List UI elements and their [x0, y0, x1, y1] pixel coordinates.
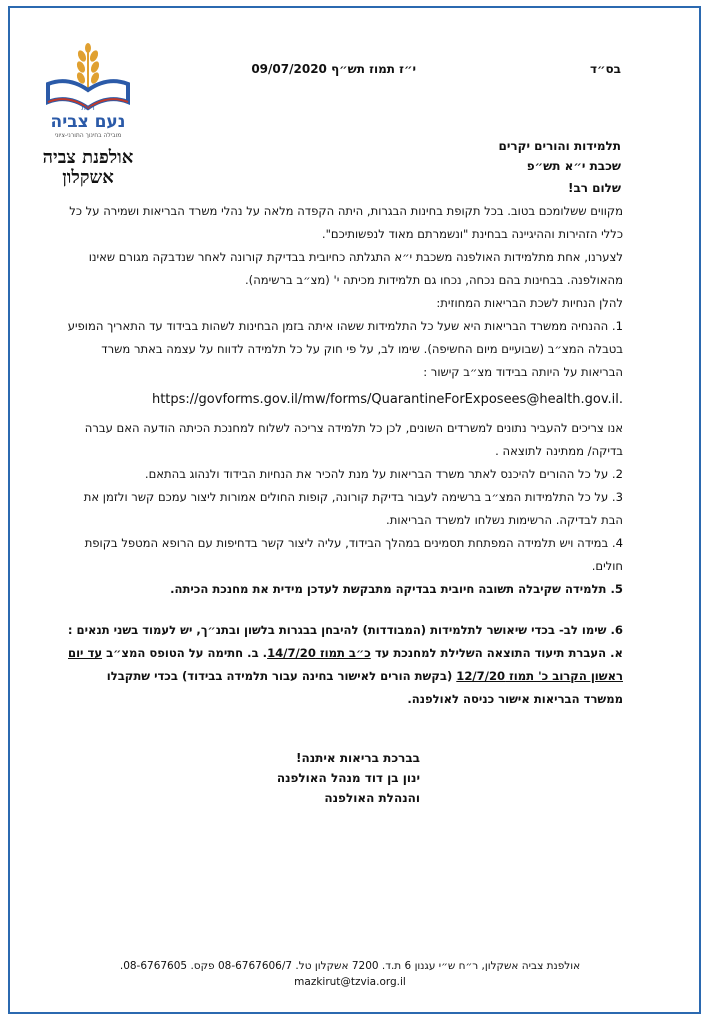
signature-management: והנהלת האולפנה: [324, 791, 420, 805]
item6-text-b: . ב. חתימה על הטופס המצ״ב: [102, 646, 268, 660]
item6-date-2: עד יום ראשון הקרוב כ' תמוז 12/7/20: [68, 646, 623, 683]
signature-principal: ינון בן דוד מנהל האולפנה: [276, 771, 420, 785]
guideline-item-1: 1. ההנחיה ממשרד הבריאות היא שעל כל התלמידות ששהו איתה בזמן הבחינות לשהות בבידוד עד התאריך המופיע בטבלה המצ״ב (שבועיים מיום החשיפה). שימו לב, על פי חוק על כל תלמידה לדווח על עצמה באתר משרד הבריאות על היותה בבידוד מצ״ב קישור :: [67, 319, 623, 379]
logo-tagline: מובילה בחינוך התורני-ציוני: [54, 132, 122, 139]
salutation-greeting: שלום רב!: [567, 181, 621, 195]
guideline-item-4: 4. במידה ויש תלמידה המפתחת תסמינים במהלך הבידוד, עליה ליצור קשר בדחיפות עם הרופא המטפל בקופת חולים.: [84, 536, 623, 573]
guideline-item-3: 3. על כל התלמידות המצ״ב ברשימה לעבור בדיקת קורונה, קופות החולים אמורות ליצור עמכם קשר ולזמן את הבת לבדיקה. הרשימות נשלחו למשרד הבריאות.: [83, 490, 623, 527]
footer-email[interactable]: mazkirut@tzvia.org.il: [294, 976, 406, 988]
school-logo: [38, 40, 138, 148]
quarantine-form-link[interactable]: https://govforms.gov.il/mw/forms/QuarantineForExposees@health.gov.il.: [151, 392, 623, 407]
item6-text-c: (בקשת הורים לאישור בחינה עבור תלמידה בבידוד) בכדי שתקבלו ממשרד הבריאות אישור כניסה לאולפנה.: [106, 669, 623, 706]
logo-network: רשת: [81, 104, 95, 112]
header-bsd: בס״ד: [589, 62, 621, 76]
paragraph-guidelines-heading: להלן הנחיות לשכת הבריאות המחוזית:: [436, 296, 623, 310]
paragraph-case: לצערנו, אחת מתלמידות האולפנה משכבת י״א התגלתה כחיובית בבדיקת קורונה לאחר שנדבקה מגורם שאינו מהאולפנה. בבחינות בהם נכחה, נכחו גם תלמידות מכיתה י' (מצ״ב ברשימה).: [88, 250, 623, 287]
item6-date-1: כ״ב תמוז 14/7/20: [267, 646, 371, 660]
salutation-recipients: תלמידות והורים יקרים: [498, 139, 621, 153]
header-date: י״ז תמוז תש״ף 09/07/2020: [251, 62, 416, 76]
paragraph-intro: מקווים ששלומכם בטוב. בכל תקופת בחינות הבגרות, היתה הקפדה מלאה על נהלי משרד הבריאות ושמירה על כל כללי הזהירות וההיגיינה בבחינת "ונשמרתם מאוד לנפשותיכם".: [69, 204, 623, 241]
guideline-item-5: 5. תלמידה שקיבלה תשובה חיובית בבדיקה מתבקשת לעדכן מידית את מחנכת הכיתה.: [170, 582, 623, 596]
school-name-line2: אשקלון: [62, 167, 114, 188]
school-name: [40, 148, 136, 188]
guideline-item-6: [66, 619, 623, 711]
guideline-item-2: 2. על כל ההורים להיכנס לאתר משרד הבריאות על מנת להכיר את הנחיות הבידוד ולנהוג בהתאם.: [144, 467, 623, 481]
item6-text-a: 6. שימו לב- בכדי שיאושר לתלמידות (המבודדות) להיבחן בבגרות בלשון ובתנ״ך, יש לעמוד בשני תנאים : א. העברת תיעוד התוצאה השלילת למחנכת עד: [67, 623, 623, 660]
logo-brand: נעם צביה: [50, 112, 126, 132]
paragraph-report-status: אנו צריכים להעביר נתונים למשרדים השונים, לכן כל תלמידה צריכה לשלוח למחנכת הכיתה הודעה האם עברה בדיקה/ ממתינה לתוצאה .: [84, 421, 623, 458]
signature-blessing: בברכת בריאות איתנה!: [296, 751, 420, 765]
footer-address: אולפנת צביה אשקלון, ר״ח ש״י עגנון 6 ת.ד. 7200 אשקלון טל. 08-6767606/7 פקס. 08-6767605.: [119, 960, 581, 972]
salutation-grade: שכבת י״א תש״פ: [526, 159, 621, 173]
letter-body: [66, 200, 623, 711]
school-name-line1: אולפנת צביה: [42, 147, 134, 168]
